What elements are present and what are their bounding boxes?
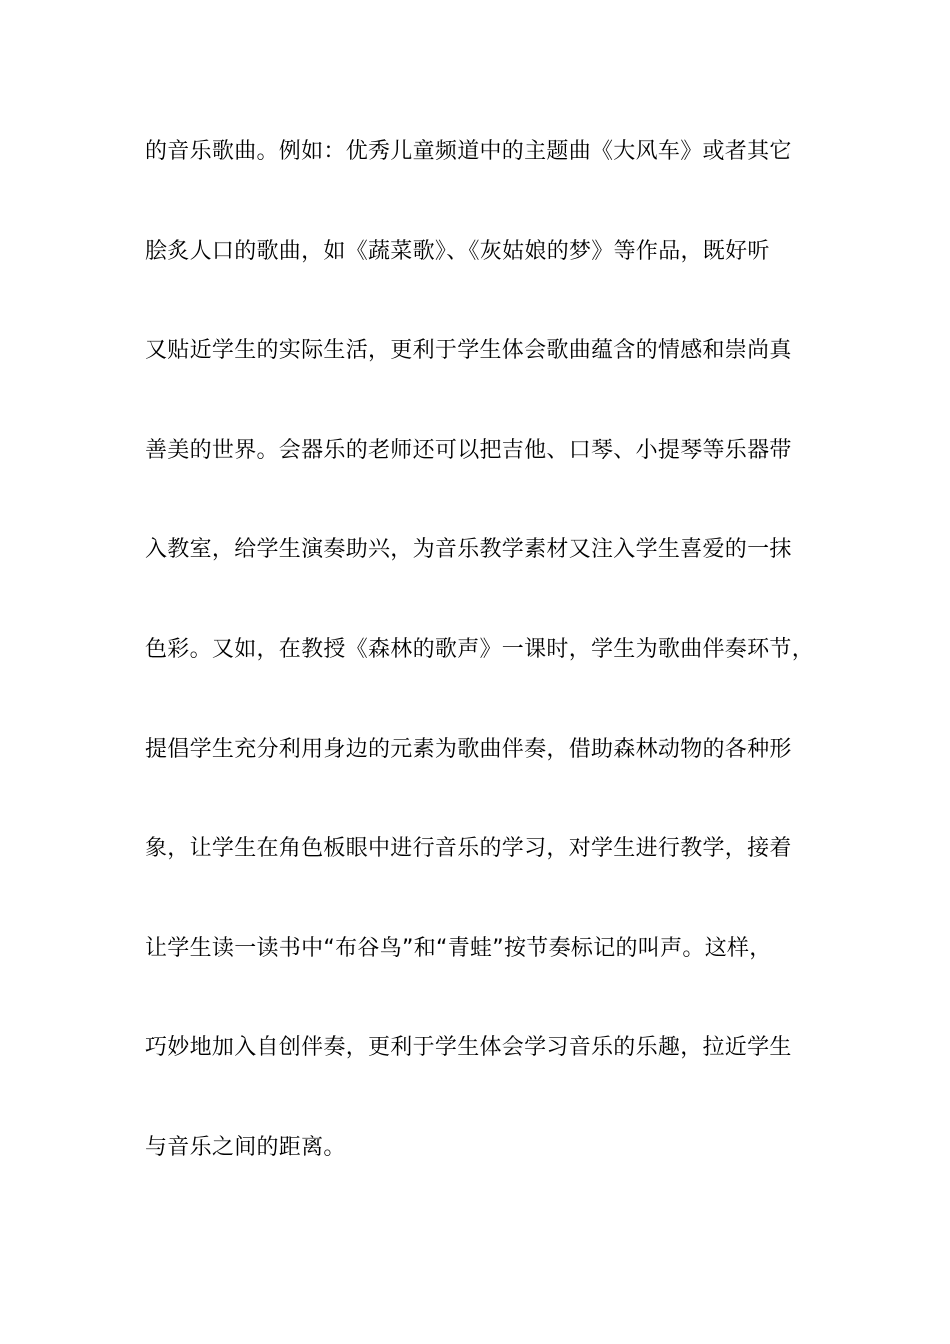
text-line: 色彩。又如，在教授《森林的歌声》一课时，学生为歌曲伴奏环节， <box>145 636 815 662</box>
paragraph <box>145 127 825 1223</box>
text-line: 又贴近学生的实际生活，更利于学生体会歌曲蕴含的情感和崇尚真 <box>145 338 792 364</box>
text-line: 让学生读一读书中“布谷鸟”和“青蛙”按节奏标记的叫声。这样， <box>145 935 772 961</box>
text-line: 提倡学生充分利用身边的元素为歌曲伴奏，借助森林动物的各种形 <box>145 736 792 762</box>
text-line: 入教室，给学生演奏助兴，为音乐教学素材又注入学生喜爱的一抹 <box>145 537 792 563</box>
text-line: 的音乐歌曲。例如：优秀儿童频道中的主题曲《大风车》或者其它 <box>145 139 792 164</box>
text-line: 巧妙地加入自创伴奏，更利于学生体会学习音乐的乐趣，拉近学生 <box>145 1035 792 1061</box>
text-line: 善美的世界。会器乐的老师还可以把吉他、口琴、小提琴等乐器带 <box>145 437 792 463</box>
text-line: 与音乐之间的距离。 <box>145 1134 346 1160</box>
text-line: 脍炙人口的歌曲，如《蔬菜歌》、《灰姑娘的梦》等作品，既好听 <box>145 238 770 264</box>
text-line: 象，让学生在角色板眼中进行音乐的学习，对学生进行教学，接着 <box>145 836 792 862</box>
